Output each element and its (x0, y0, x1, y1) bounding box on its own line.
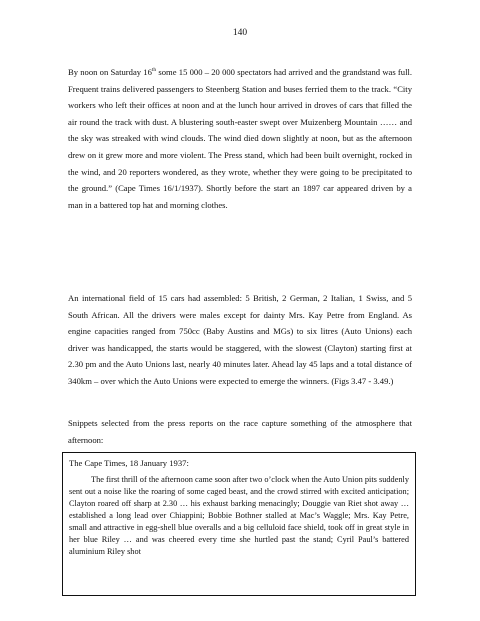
paragraph-noon-saturday (68, 64, 412, 213)
paragraph-international-field: An international field of 15 cars had assembled: 5 British, 2 German, 2 Italian, 1 Swiss, and 5 South African. All the drivers were males except for dainty Mrs. Kay Petre from England. As engine capacities ranged from 750cc (Baby Austins and MGs) to six litres (Auto Unions) each driver was handicapped, the starts would be staggered, with the slowest (Clayton) starting first at 2.30 pm and the Auto Unions last, nearly 40 minutes later. Ahead lay 45 laps and a total distance of 340km – over which the Auto Unions were expected to emerge the winners. (Figs 3.47 - 3.49.) (68, 293, 412, 386)
quote-source-title: The Cape Times, 18 January 1937: (69, 458, 189, 468)
paragraph-1-rest: some 15 000 – 20 000 spectators had arrived and the grandstand was full. Frequent trains delivered passengers to Steenberg Station and buses ferried them to the track. “City workers who left their offices at noon and at the lunch hour arrived in droves of cars that filled the air round the track with dust. A blustering south-easter swept over Muizenberg Mountain …… and the sky was streaked with wind clouds. The wind died down slightly at noon, but as the afternoon drew on it grew more and more violent. The Press stand, which had been built overnight, rocked in the wind, and 20 reporters wondered, as they wrote, whether they were going to be precipitated to the ground.” (Cape Times 16/1/1937). Shortly before the start an 1897 car appeared driven by a man in a battered top hat and morning clothes. (68, 67, 412, 210)
page-number: 140 (232, 28, 248, 38)
quote-body: The first thrill of the afternoon came soon after two o’clock when the Auto Union pits suddenly sent out a noise like the roaring of some caged beast, and the crowd stirred with excited anticipation; Clayton roared off sharp at 2.30 … his exhaust barking menacingly; Douggie van Riet shot away … established a long lead over Chiappini; Bobbie Bothner stalled at Mac’s Waggle; Mrs. Kay Petre, small and attractive in egg-shell blue overalls and a big celluloid face shield, took off in great style in her blue Riley … and was cheered every time she hurtled past the stand; Cyril Paul’s battered aluminium Riley shot (69, 475, 409, 556)
paragraph-snippets-intro: Snippets selected from the press reports on the race capture something of the atmosphere that afternoon: (68, 418, 412, 445)
press-quote-box (62, 452, 416, 596)
ordinal-superscript: th (151, 67, 157, 74)
paragraph-1-lead: By noon on Saturday 16 (68, 67, 152, 77)
